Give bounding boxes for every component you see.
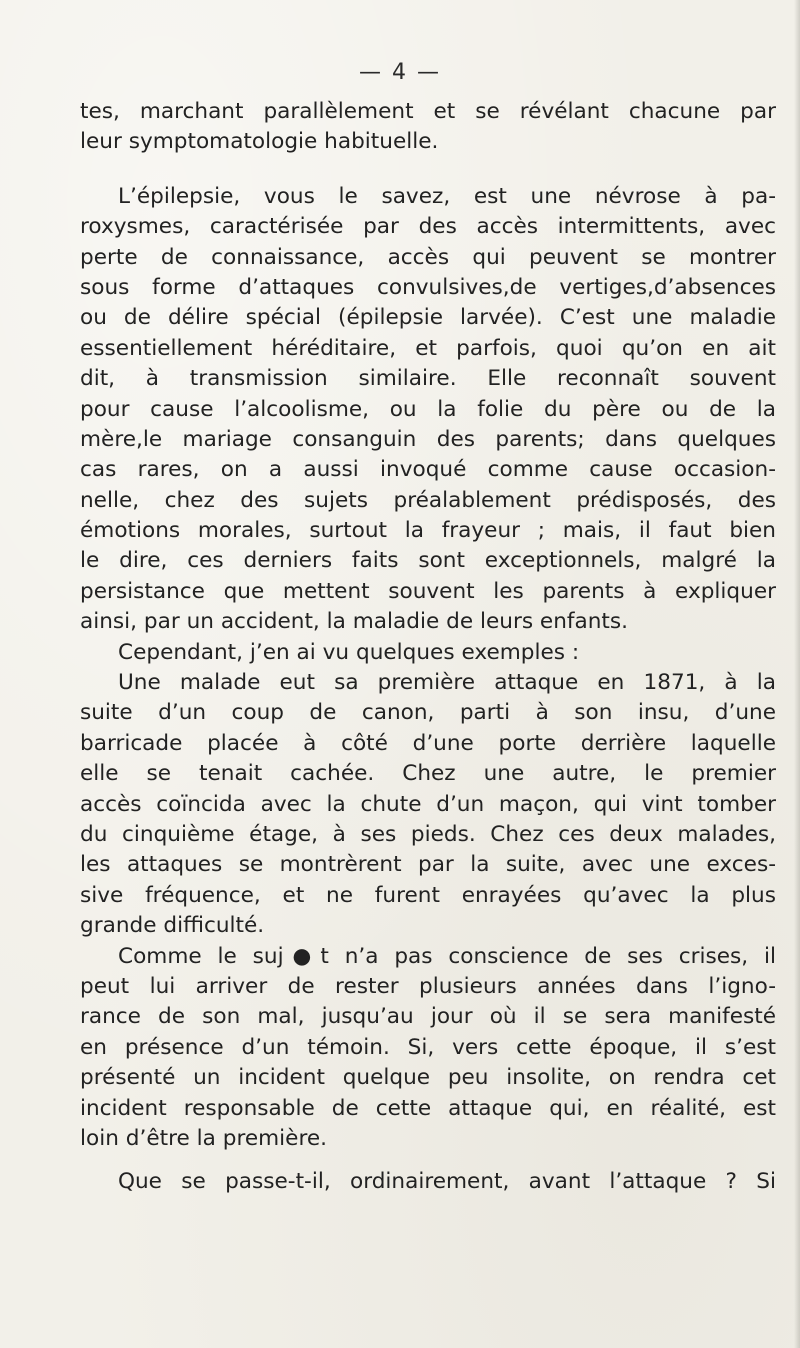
text-line: incident responsable de cette attaque qui, en réalité, est — [80, 1095, 776, 1121]
text-line: barricade placée à côté d’une porte derrière laquelle — [80, 730, 776, 756]
text-line: dit, à transmission similaire. Elle reconnaît souvent — [80, 366, 776, 392]
paragraph — [80, 668, 776, 942]
body-text — [80, 97, 776, 1198]
text-line: essentiellement héréditaire, et parfois, quoi qu’on en ait — [80, 335, 776, 361]
text-line: présenté un incident quelque peu insolite, on rendra cet — [80, 1065, 776, 1091]
text-line: tes, marchant parallèlement et se révélant chacune par — [80, 99, 776, 124]
paragraph-gap — [80, 158, 776, 182]
text-line: leur symptomatologie habituelle. — [80, 129, 439, 155]
text-line: peut lui arriver de rester plusieurs années dans l’igno- — [80, 973, 776, 999]
text-line: persistance que mettent souvent les parents à expliquer — [80, 578, 776, 604]
page-edge-shadow — [794, 0, 800, 1348]
text-line: accès coïncida avec la chute d’un maçon, qui vint tomber — [80, 791, 776, 817]
page-number: — 4 — — [359, 60, 441, 85]
text-line: roxysmes, caractérisée par des accès intermittents, avec — [80, 214, 776, 240]
text-line: ainsi, par un accident, la maladie de leurs enfants. — [80, 609, 629, 635]
paragraph — [80, 942, 776, 1155]
text-line: Comme le suj●t n’a pas conscience de ses crises, il — [118, 943, 776, 969]
text-line: du cinquième étage, à ses pieds. Chez ces deux malades, — [80, 821, 776, 847]
text-line: les attaques se montrèrent par la suite, avec une exces- — [80, 852, 776, 878]
paragraph — [80, 1167, 776, 1197]
text-line: cas rares, on a aussi invoqué comme cause occasion- — [80, 457, 776, 483]
text-line: le dire, ces derniers faits sont exceptionnels, malgré la — [80, 548, 776, 574]
text-line: Une malade eut sa première attaque en 1871, à la — [118, 670, 776, 696]
text-line: elle se tenait cachée. Chez une autre, le premier — [80, 761, 776, 787]
text-line: L’épilepsie, vous le savez, est une névrose à pa- — [118, 183, 776, 209]
text-line: Cependant, j’en ai vu quelques exemples : — [118, 639, 580, 665]
text-line: grande difficulté. — [80, 913, 265, 939]
paragraph-gap — [80, 1154, 776, 1167]
paragraph — [80, 182, 776, 638]
text-line: sive fréquence, et ne furent enrayées qu’avec la plus — [80, 882, 776, 908]
text-line: Que se passe-t-il, ordinairement, avant l’attaque ? Si — [118, 1169, 776, 1195]
text-line: mère,le mariage consanguin des parents; dans quelques — [80, 426, 776, 452]
text-line: rance de son mal, jusqu’au jour où il se sera manifesté — [80, 1004, 776, 1030]
paragraph — [80, 638, 776, 668]
text-line: perte de connaissance, accès qui peuvent se montrer — [80, 244, 776, 270]
text-line: sous forme d’attaques convulsives,de vertiges,d’absences — [80, 274, 776, 300]
text-line: ou de délire spécial (épilepsie larvée). C’est une maladie — [80, 305, 776, 331]
text-line: loin d’être la première. — [80, 1125, 327, 1151]
text-line: en présence d’un témoin. Si, vers cette époque, il s’est — [80, 1034, 776, 1060]
paragraph — [80, 97, 776, 158]
text-line: émotions morales, surtout la frayeur ; mais, il faut bien — [80, 518, 776, 544]
text-line: nelle, chez des sujets préalablement prédisposés, des — [80, 487, 776, 513]
text-line: pour cause l’alcoolisme, ou la folie du père ou de la — [80, 396, 776, 422]
text-line: suite d’un coup de canon, parti à son insu, d’une — [80, 700, 776, 726]
